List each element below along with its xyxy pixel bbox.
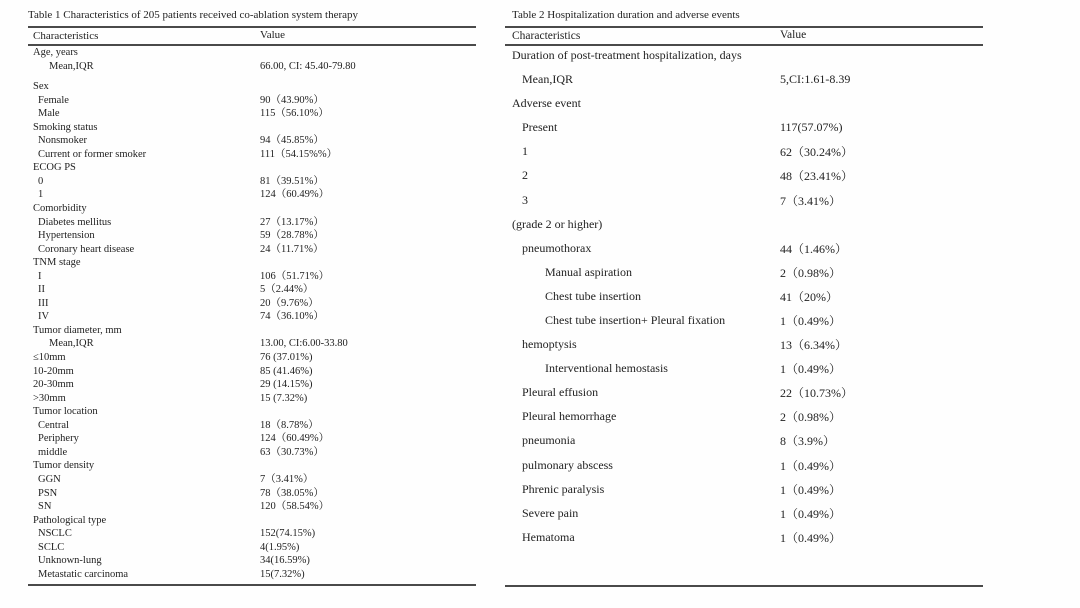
table-row [505,308,983,332]
row-label: Tumor density [33,460,95,472]
row-value: 34(16.59%) [260,555,310,567]
row-label: 0 [38,175,44,187]
row-label: Interventional hemostasis [545,361,668,376]
table-row [505,92,983,116]
row-value: 94（45.85%） [260,135,324,147]
table-row [28,202,476,216]
row-value: 59（28.78%） [260,230,324,242]
row-value: 1（0.49%） [780,458,841,473]
table-row [505,116,983,140]
table-row [28,46,476,60]
row-label: Sex [33,81,49,93]
row-label: Periphery [38,433,79,445]
row-label: middle [38,446,68,458]
table-row [505,357,983,381]
row-value: 8（3.9%） [780,434,835,449]
row-value: 74（36.10%） [260,311,324,323]
row-value: 22（10.73%） [780,386,853,401]
row-label: Phrenic paralysis [522,481,605,496]
row-value: 1（0.49%） [780,362,841,377]
row-label: Coronary heart disease [38,243,135,255]
row-label: 2 [522,168,528,183]
table-row [505,284,983,308]
row-label: Male [38,108,60,120]
row-label: Metastatic carcinoma [38,568,129,580]
table-row [28,500,476,514]
row-value: 111（54.15%%） [260,148,338,160]
row-value: 15 (7.32%) [260,392,308,404]
row-label: Hypertension [38,230,95,242]
row-value: 5,CI:1.61-8.39 [780,72,851,87]
table-row [28,243,476,257]
table-1-col-header-value: Value [260,29,286,41]
table-2-bottom-rule [505,585,983,587]
row-value: 7（3.41%） [260,473,314,485]
row-label: Manual aspiration [545,264,632,279]
table-row [28,148,476,162]
table-row [28,310,476,324]
row-value: 106（51.71%） [260,270,330,282]
row-value: 41（20%） [780,289,838,304]
row-value: 2（0.98%） [780,410,841,425]
row-value: 85 (41.46%) [260,365,313,377]
table-row [28,568,476,582]
row-value: 120（58.54%） [260,501,330,513]
row-label: Mean,IQR [49,338,94,350]
table-row [28,459,476,473]
row-label: Pathological type [33,514,107,526]
table-1-title: Table 1 Characteristics of 205 patients received co-ablation system therapy [28,9,359,21]
table-2-header-rule [505,44,983,46]
row-value: 1（0.49%） [780,530,841,545]
row-label: pneumothorax [522,240,592,255]
row-label: Central [38,419,69,431]
table-row [505,525,983,549]
row-value: 4(1.95%) [260,541,300,553]
row-label: GGN [38,473,61,485]
table-row [28,134,476,148]
table-row [28,175,476,189]
table-row [28,527,476,541]
row-value: 115（56.10%） [260,108,329,120]
row-label: 3 [522,192,528,207]
row-label: ≤10mm [33,352,66,364]
row-value: 90（43.90%） [260,94,324,106]
row-value: 29 (14.15%) [260,379,313,391]
row-label: IV [38,311,50,323]
row-label: hemoptysis [522,337,577,352]
row-value: 13.00, CI:6.00-33.80 [260,338,348,350]
table-row [28,432,476,446]
table-row [505,453,983,477]
table-row [28,60,476,74]
row-label: Present [522,120,558,135]
row-label: Chest tube insertion [545,288,641,303]
row-value: 48（23.41%） [780,169,853,184]
table-row [28,473,476,487]
row-label: 1 [522,144,528,159]
row-value: 18（8.78%） [260,419,319,431]
row-value: 1（0.49%） [780,482,841,497]
table-row [505,405,983,429]
row-label: 20-30mm [33,379,74,391]
row-label: Chest tube insertion+ Pleural fixation [545,312,726,327]
row-label: Unknown-lung [38,555,102,567]
row-value: 63（30.73%） [260,446,324,458]
table-row [505,164,983,188]
table-row [505,140,983,164]
row-label: Age, years [33,47,78,58]
row-label: SN [38,501,52,513]
row-value: 44（1.46%） [780,241,847,256]
table-row [28,256,476,270]
row-label: Current or former smoker [38,148,147,160]
row-value: 5（2.44%） [260,284,314,296]
row-label: II [38,284,45,296]
table-row [28,297,476,311]
row-label: 10-20mm [33,365,74,377]
table-2-col-header-characteristics: Characteristics [512,30,581,42]
row-value: 2（0.98%） [780,265,841,280]
table-2-hospitalization-adverse-events [505,8,983,587]
table-row [505,212,983,236]
row-value: 15(7.32%) [260,568,305,580]
row-label: ECOG PS [33,162,76,174]
table-row [28,216,476,230]
table-2-rows [505,68,983,550]
table-2-title: Table 2 Hospitalization duration and adverse events [512,9,740,21]
table-row [505,260,983,284]
table-row [505,333,983,357]
table-row [28,94,476,108]
table-row [28,107,476,121]
table-row [28,514,476,528]
table-row [505,49,983,63]
row-label: Mean,IQR [49,60,94,72]
row-value: 62（30.24%） [780,145,853,160]
row-label: TNM stage [33,257,81,269]
table-row [28,80,476,94]
row-label: Diabetes mellitus [38,216,112,228]
table-row [28,446,476,460]
table-row [28,351,476,365]
table-2-header-row [505,28,983,44]
table-1-bottom-rule [28,584,476,586]
table-row [505,501,983,525]
table-row [28,337,476,351]
row-value: 124（60.49%） [260,189,330,201]
row-label: (grade 2 or higher) [512,216,603,231]
row-label: Severe pain [522,505,579,520]
row-value: 81（39.51%） [260,175,324,187]
row-value: 76 (37.01%) [260,352,313,364]
row-label: >30mm [33,392,66,404]
row-value: 27（13.17%） [260,216,324,228]
row-label: 1 [38,189,44,201]
row-value: 1（0.49%） [780,506,841,521]
row-label: I [38,270,42,282]
row-value: 78（38.05%） [260,487,324,499]
row-label: pulmonary abscess [522,457,613,472]
row-label: Tumor diameter, mm [33,324,122,336]
table-1-patient-characteristics [28,8,476,586]
table-row [28,378,476,392]
table-row [28,324,476,338]
row-value: 24（11.71%） [260,243,324,255]
table-1-header-row [28,28,476,44]
row-value: 66.00, CI: 45.40-79.80 [260,60,356,72]
table-1-body [28,46,476,581]
row-label: Tumor location [33,406,98,418]
row-label: Pleural hemorrhage [522,409,617,424]
row-value: 13（6.34%） [780,338,847,353]
row-label: NSCLC [38,528,72,540]
table-row [28,270,476,284]
row-label: Hematoma [522,529,575,544]
row-value: 117(57.07%) [780,120,843,135]
table-row [28,419,476,433]
row-label: Duration of post-treatment hospitalization, days [512,48,742,62]
table-row [505,381,983,405]
row-value: 20（9.76%） [260,297,319,309]
table-row [505,429,983,453]
table-row [28,365,476,379]
row-label: Female [38,94,69,106]
table-row [28,283,476,297]
table-row [28,161,476,175]
table-2-body [505,49,983,549]
table-row [505,188,983,212]
row-label: Pleural effusion [522,385,599,400]
table-row [505,477,983,501]
table-row [28,229,476,243]
table-row [28,188,476,202]
table-1-col-header-characteristics: Characteristics [33,30,99,42]
table-row [28,487,476,501]
row-label: Nonsmoker [38,135,87,147]
row-label: Mean,IQR [522,72,573,87]
table-row [28,392,476,406]
row-value: 7（3.41%） [780,193,841,208]
row-value: 152(74.15%) [260,528,316,540]
table-row [28,121,476,135]
row-label: Comorbidity [33,203,87,215]
row-label: SCLC [38,541,65,553]
table-row [28,405,476,419]
table-row [28,554,476,568]
table-row [28,541,476,555]
row-label: Smoking status [33,121,98,133]
row-value: 124（60.49%） [260,433,330,445]
table-row [505,236,983,260]
row-label: Adverse event [512,96,581,111]
row-label: PSN [38,487,58,499]
row-label: pneumonia [522,433,576,448]
table-2-col-header-value: Value [780,29,807,41]
row-value: 1（0.49%） [780,313,841,328]
row-label: III [38,297,49,309]
table-row [505,68,983,92]
